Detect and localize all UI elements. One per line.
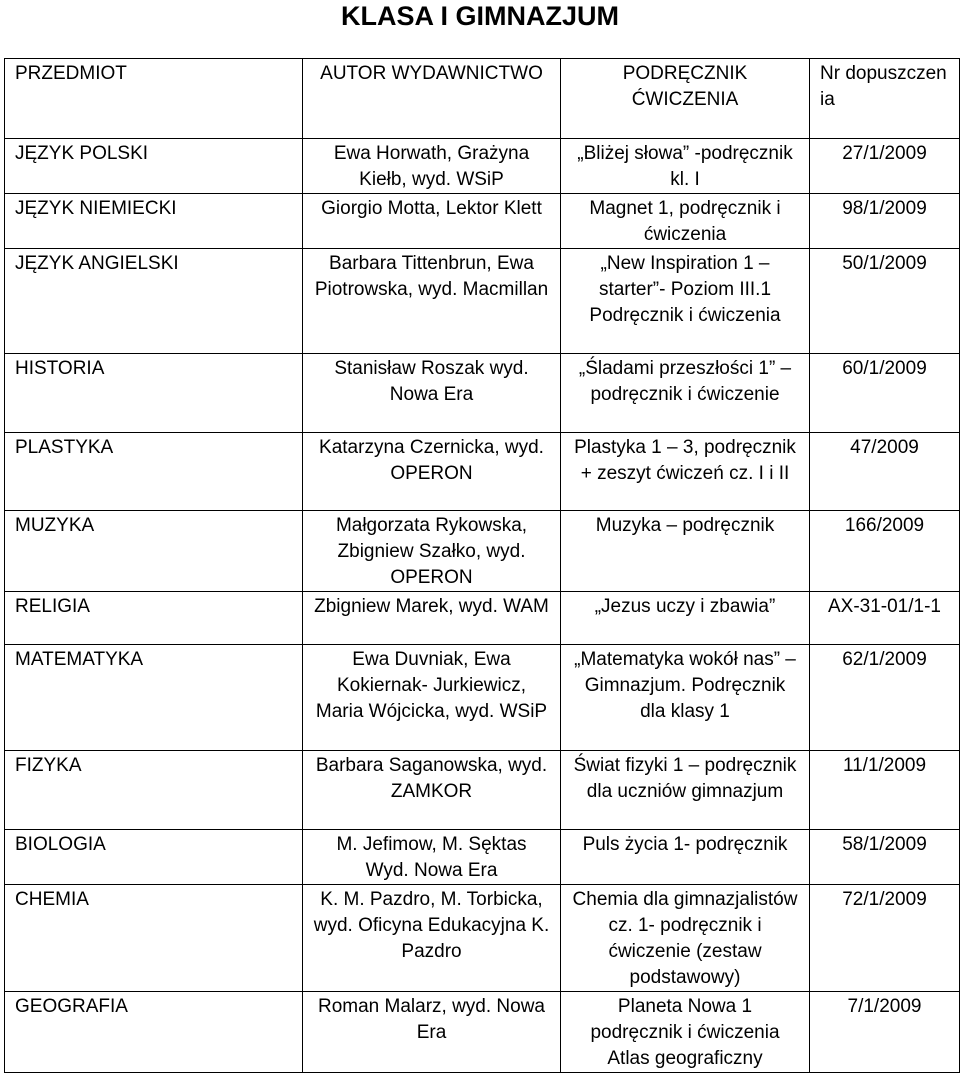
nr-cell: 72/1/2009 [810, 885, 960, 992]
book-cell: Świat fizyki 1 – podręcznik dla uczniów gimnazjum [561, 751, 810, 830]
header-subject: PRZEDMIOT [5, 59, 303, 139]
book-cell: „Matematyka wokół nas” – Gimnazjum. Podręcznik dla klasy 1 [561, 645, 810, 751]
header-nr: Nr dopuszczenia [810, 59, 960, 139]
header-book: PODRĘCZNIK ĆWICZENIA [561, 59, 810, 139]
subject-cell: FIZYKA [5, 751, 303, 830]
book-cell: Chemia dla gimnazjalistów cz. 1- podręcznik i ćwiczenie (zestaw podstawowy) [561, 885, 810, 992]
header-author: AUTOR WYDAWNICTWO [303, 59, 561, 139]
book-cell: Muzyka – podręcznik [561, 511, 810, 592]
author-cell: Ewa Duvniak, Ewa Kokiernak- Jurkiewicz, Maria Wójcicka, wyd. WSiP [303, 645, 561, 751]
author-cell: Katarzyna Czernicka, wyd. OPERON [303, 433, 561, 511]
table-row [5, 592, 960, 645]
nr-cell: 60/1/2009 [810, 354, 960, 433]
author-cell: Ewa Horwath, Grażyna Kiełb, wyd. WSiP [303, 139, 561, 194]
header-row [5, 59, 960, 139]
book-cell: „Jezus uczy i zbawia” [561, 592, 810, 645]
textbook-table [4, 58, 960, 1073]
subject-cell: MATEMATYKA [5, 645, 303, 751]
subject-cell: MUZYKA [5, 511, 303, 592]
author-cell: Barbara Saganowska, wyd. ZAMKOR [303, 751, 561, 830]
book-cell: „New Inspiration 1 – starter”- Poziom III.1 Podręcznik i ćwiczenia [561, 249, 810, 354]
author-cell: Zbigniew Marek, wyd. WAM [303, 592, 561, 645]
author-cell: Barbara Tittenbrun, Ewa Piotrowska, wyd. Macmillan [303, 249, 561, 354]
nr-cell: 50/1/2009 [810, 249, 960, 354]
author-cell: Stanisław Roszak wyd. Nowa Era [303, 354, 561, 433]
book-cell: „Bliżej słowa” -podręcznik kl. I [561, 139, 810, 194]
table-row [5, 645, 960, 751]
table-row [5, 511, 960, 592]
book-cell: „Śladami przeszłości 1” – podręcznik i ćwiczenie [561, 354, 810, 433]
table-row [5, 194, 960, 249]
subject-cell: BIOLOGIA [5, 830, 303, 885]
table-row [5, 830, 960, 885]
subject-cell: JĘZYK NIEMIECKI [5, 194, 303, 249]
author-cell: Giorgio Motta, Lektor Klett [303, 194, 561, 249]
table-row [5, 249, 960, 354]
table-row [5, 139, 960, 194]
subject-cell: HISTORIA [5, 354, 303, 433]
nr-cell: 166/2009 [810, 511, 960, 592]
nr-cell: AX-31-01/1-1 [810, 592, 960, 645]
nr-cell: 27/1/2009 [810, 139, 960, 194]
table-row [5, 354, 960, 433]
author-cell: M. Jefimow, M. Sęktas Wyd. Nowa Era [303, 830, 561, 885]
table-row [5, 992, 960, 1073]
author-cell: Małgorzata Rykowska, Zbigniew Szałko, wyd. OPERON [303, 511, 561, 592]
author-cell: Roman Malarz, wyd. Nowa Era [303, 992, 561, 1073]
nr-cell: 47/2009 [810, 433, 960, 511]
nr-cell: 62/1/2009 [810, 645, 960, 751]
table-row [5, 751, 960, 830]
book-cell: Magnet 1, podręcznik i ćwiczenia [561, 194, 810, 249]
nr-cell: 58/1/2009 [810, 830, 960, 885]
table-row [5, 433, 960, 511]
table-row [5, 885, 960, 992]
subject-cell: JĘZYK POLSKI [5, 139, 303, 194]
book-cell: Plastyka 1 – 3, podręcznik + zeszyt ćwiczeń cz. I i II [561, 433, 810, 511]
subject-cell: RELIGIA [5, 592, 303, 645]
subject-cell: PLASTYKA [5, 433, 303, 511]
subject-cell: CHEMIA [5, 885, 303, 992]
book-cell: Planeta Nowa 1 podręcznik i ćwiczenia Atlas geograficzny [561, 992, 810, 1073]
subject-cell: JĘZYK ANGIELSKI [5, 249, 303, 354]
book-cell: Puls życia 1- podręcznik [561, 830, 810, 885]
page-title: KLASA I GIMNAZJUM [341, 1, 619, 31]
nr-cell: 98/1/2009 [810, 194, 960, 249]
author-cell: K. M. Pazdro, M. Torbicka, wyd. Oficyna Edukacyjna K. Pazdro [303, 885, 561, 992]
nr-cell: 11/1/2009 [810, 751, 960, 830]
subject-cell: GEOGRAFIA [5, 992, 303, 1073]
nr-cell: 7/1/2009 [810, 992, 960, 1073]
